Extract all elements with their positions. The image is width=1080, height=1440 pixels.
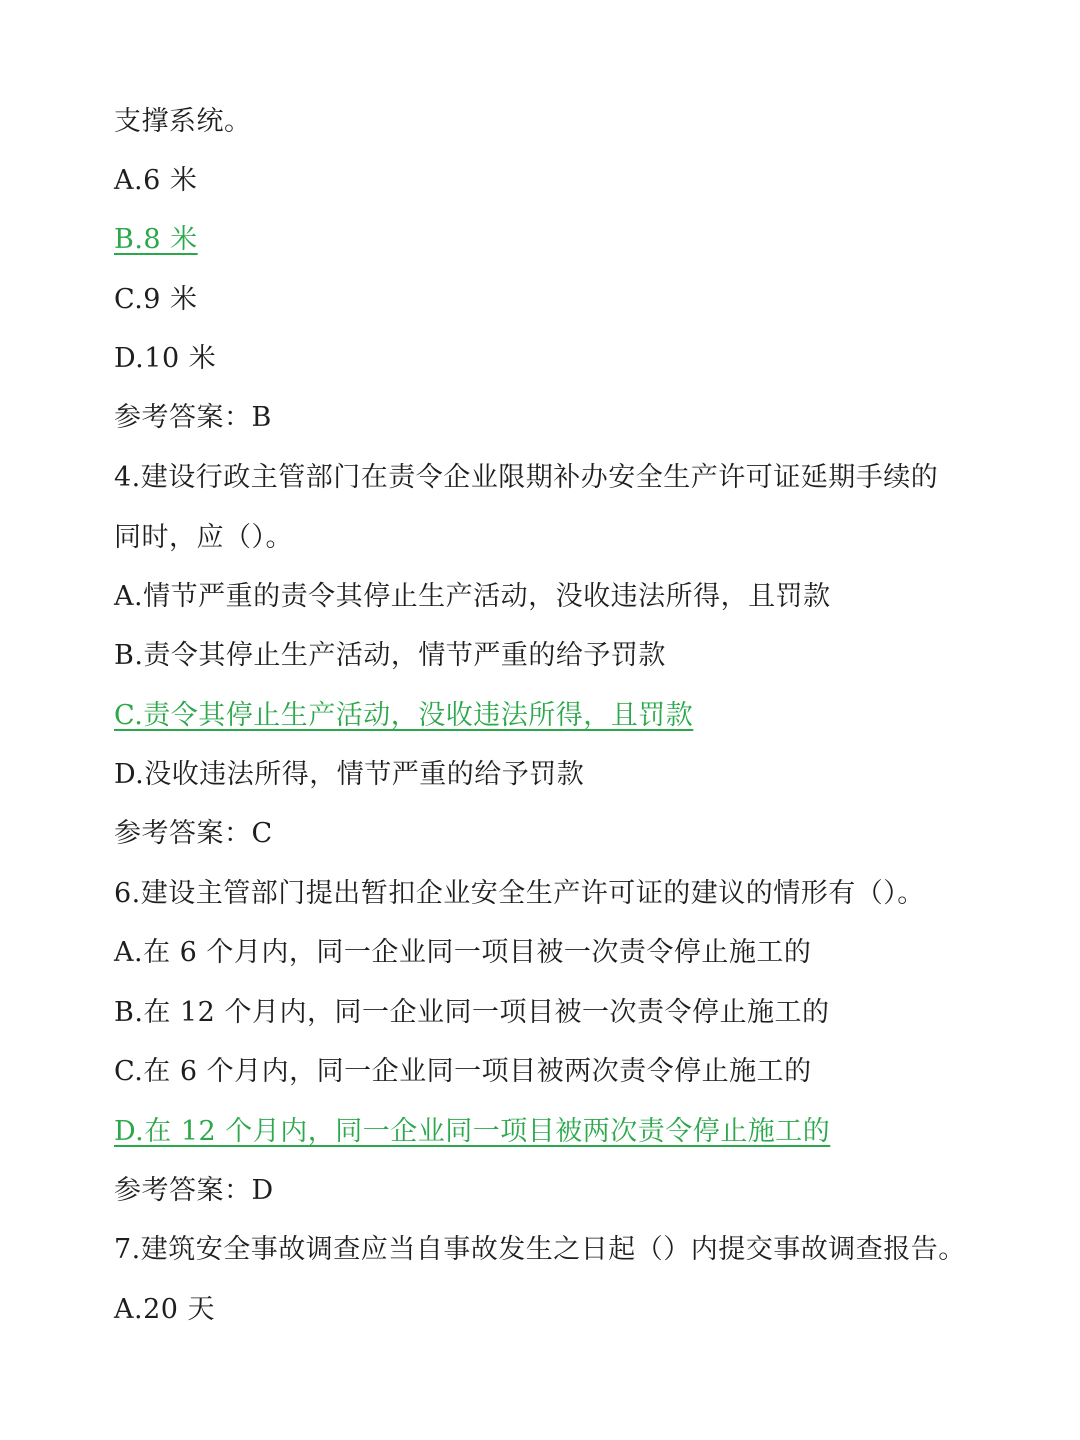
- option-c: C.在 6 个月内，同一企业同一项目被两次责令停止施工的: [114, 1056, 812, 1087]
- option-d: D.10 米: [114, 343, 217, 374]
- option-a: A.在 6 个月内，同一企业同一项目被一次责令停止施工的: [114, 937, 812, 968]
- option-b: B.在 12 个月内，同一企业同一项目被一次责令停止施工的: [114, 997, 830, 1028]
- option-b: B.责令其停止生产活动，情节严重的给予罚款: [114, 640, 666, 671]
- reference-answer: 参考答案：B: [114, 402, 272, 433]
- option-a: A.20 天: [114, 1294, 216, 1325]
- reference-answer: 参考答案：C: [114, 818, 273, 849]
- option-a: A.情节严重的责令其停止生产活动，没收违法所得，且罚款: [114, 581, 831, 612]
- question-4-text-continued: 同时，应（）。: [114, 522, 293, 553]
- option-d: D.没收违法所得，情节严重的给予罚款: [114, 759, 585, 790]
- option-c: C.9 米: [114, 284, 198, 315]
- option-b-correct: B.8 米: [114, 224, 198, 255]
- question-6-text: 6.建设主管部门提出暂扣企业安全生产许可证的建议的情形有（）。: [114, 878, 925, 909]
- reference-answer: 参考答案：D: [114, 1175, 274, 1206]
- question-continuation-text: 支撑系统。: [114, 106, 252, 137]
- question-4-text: 4.建设行政主管部门在责令企业限期补办安全生产许可证延期手续的: [114, 462, 939, 493]
- question-7-text: 7.建筑安全事故调查应当自事故发生之日起（）内提交事故调查报告。: [114, 1234, 966, 1265]
- option-a: A.6 米: [114, 165, 198, 196]
- option-d-correct: D.在 12 个月内，同一企业同一项目被两次责令停止施工的: [114, 1116, 831, 1147]
- option-c-correct: C.责令其停止生产活动，没收违法所得，且罚款: [114, 700, 694, 731]
